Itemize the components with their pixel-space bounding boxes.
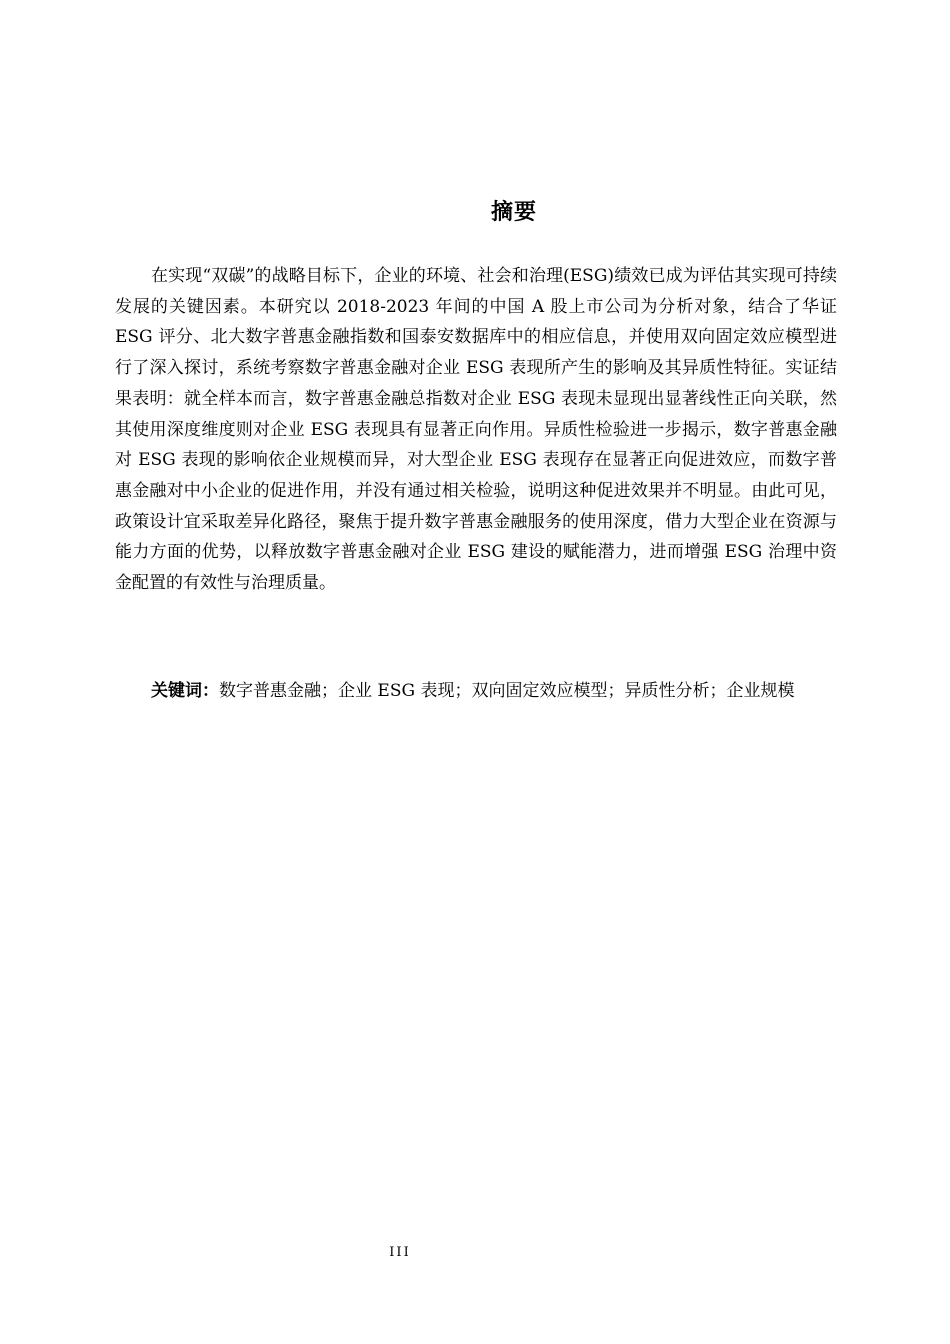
keywords-text: 数字普惠金融；企业 ESG 表现；双向固定效应模型；异质性分析；企业规模 (219, 681, 795, 701)
keywords-label: 关键词： (151, 681, 219, 701)
abstract-paragraph: 在实现“双碳”的战略目标下，企业的环境、社会和治理(ESG)绩效已成为评估其实现可持续发展的关键因素。本研究以 2018-2023 年间的中国 A 股上市公司为分析对象，结合了华证 ESG 评分、北大数字普惠金融指数和国泰安数据库中的相应信息，并使用双向固定效应模型进行了深入探讨，系统考察数字普惠金融对企业 ESG 表现所产生的影响及其异质性特征。实证结果表明：就全样本而言，数字普惠金融总指数对企业 ESG 表现未显现出显著线性正向关联，然其使用深度维度则对企业 ESG 表现具有显著正向作用。异质性检验进一步揭示，数字普惠金融对 ESG 表现的影响依企业规模而异，对大型企业 ESG 表现存在显著正向促进效应，而数字普惠金融对中小企业的促进作用，并没有通过相关检验，说明这种促进效果并不明显。由此可见，政策设计宜采取差异化路径，聚焦于提升数字普惠金融服务的使用深度，借力大型企业在资源与能力方面的优势，以释放数字普惠金融对企业 ESG 建设的赋能潜力，进而增强 ESG 治理中资金配置的有效性与治理质量。 (115, 266, 837, 594)
keywords-paragraph (115, 676, 837, 707)
page-number: III (389, 1245, 411, 1260)
page-title: 摘要 (490, 200, 537, 225)
